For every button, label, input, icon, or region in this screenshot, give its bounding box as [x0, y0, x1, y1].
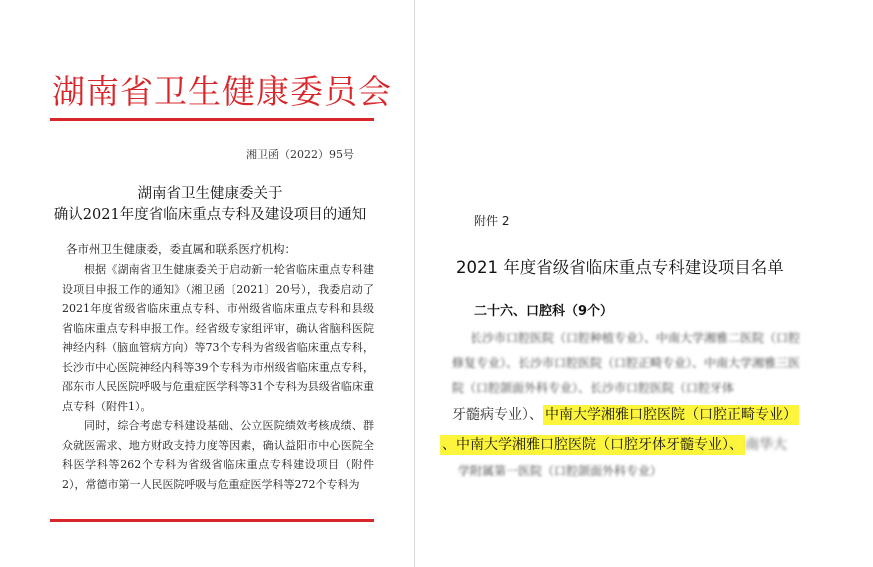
body-paragraph-2: 同时，综合考虑专科建设基础、公立医院绩效考核成绩、群众就医需求、地方财政支持力度等因素，确认益阳市中心医院全科医学科等262个专科为省级省临床重点专科建设项目（附件2），常德市第一人民医院呼吸与危重症医学科等272个专科为 — [62, 419, 374, 491]
line5-suffix: 南华大 — [745, 437, 787, 453]
blurred-line-2: 修复专业）、长沙市口腔医院（口腔正畸专业）、中南大学湘雅三医 — [452, 356, 801, 370]
issuer-header: 湖南省卫生健康委员会 — [52, 72, 392, 111]
document-number: 湘卫函（2022）95号 — [246, 148, 354, 161]
notice-title-line2: 确认2021年度省临床重点专科及建设项目的通知 — [53, 207, 367, 223]
list-title: 2021 年度省级省临床重点专科建设项目名单 — [456, 258, 784, 277]
highlighted-hospital-endodontics: 、中南大学湘雅口腔医院（口腔牙体牙髓专业）、 — [442, 437, 743, 453]
notice-body — [62, 260, 374, 494]
footer-red-rule — [50, 519, 374, 522]
section-heading: 二十六、口腔科（9个） — [474, 304, 614, 319]
left-document-page — [0, 0, 414, 567]
blurred-line-3: 院（口腔颌面外科专业）、长沙市口腔医院（口腔牙体 — [452, 381, 735, 395]
blurred-line-1: 长沙市口腔医院（口腔种植专业）、中南大学湘雅二医院（口腔 — [470, 331, 801, 345]
body-paragraph-1: 根据《湖南省卫生健康委关于启动新一轮省临床重点专科建设项目申报工作的通知》（湘卫函〔2021〕20号），我委启动了2021年度省级省临床重点专科、市州级省临床重点专科和县级省临床重点专科申报工作。经省级专家组评审，确认省脑科医院神经内科（脑血管病方向）等73个专科为省级省临床重点专科，长沙市中心医院神经内科等39个专科为市州级省临床重点专科，邵东市人民医院呼吸与危重症医学科等31个专科为县级省临床重点专科（附件1）。 — [62, 263, 374, 413]
line4-prefix: 牙髓病专业）、 — [452, 407, 543, 423]
header-red-rule — [50, 118, 374, 121]
page-divider — [414, 0, 415, 567]
highlighted-hospital-orthodontics: 中南大学湘雅口腔医院（口腔正畸专业） — [545, 407, 797, 423]
addressee: 各市州卫生健康委，委直属和联系医疗机构： — [66, 242, 296, 256]
blurred-line-6: 学附属第一医院（口腔颌面外科专业） — [458, 464, 663, 478]
highlight-line-1 — [452, 404, 799, 424]
highlight-line-2 — [440, 434, 787, 454]
right-document-page — [418, 0, 873, 567]
attachment-label: 附件 2 — [474, 214, 510, 228]
notice-title-line1: 湖南省卫生健康委关于 — [137, 186, 283, 202]
